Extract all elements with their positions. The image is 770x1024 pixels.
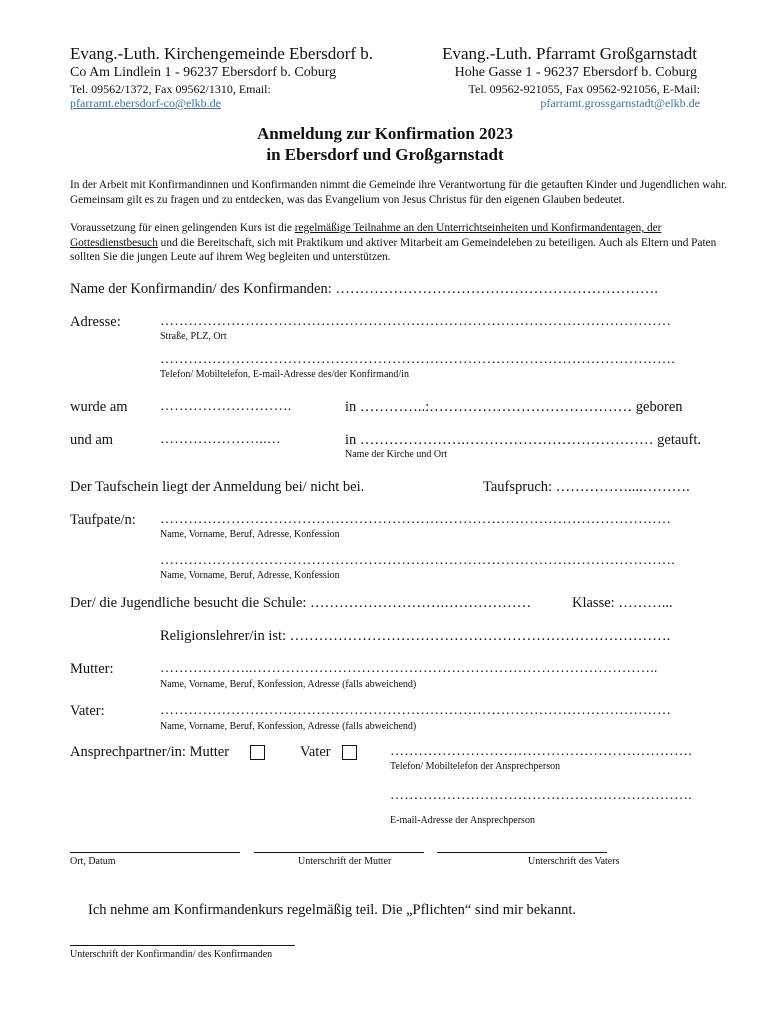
intro-p2-start: Voraussetzung für einen gelingenden Kurs ist die	[70, 222, 295, 234]
header-left-phone: Tel. 09562/1372, Fax 09562/1310, Email:	[70, 82, 271, 96]
godparent-caption-1: Name, Vorname, Beruf, Adresse, Konfession	[160, 529, 340, 540]
intro-p2-end: und die Bereitschaft, sich mit Praktikum und aktiver Mitarbeit am Gemeindeleben zu beteiligen. Auch als Eltern und Paten sollten Sie die jungen Leute auf ihrem Weg begleiten und unterstützen.	[70, 236, 717, 263]
intro-p2-underlined: regelmäßige Teilnahme an den Unterrichtseinheiten und Konfirmandentagen, der Gottesdienstbesuch	[70, 222, 662, 249]
header-right-name: Evang.-Luth. Pfarramt Großgarnstadt	[442, 44, 697, 63]
father-label: Vater:	[70, 703, 105, 719]
baptism-motto-field[interactable]: Taufspruch: ……………....……….	[483, 479, 690, 495]
header-right-phone: Tel. 09562-921055, Fax 09562-921056, E-Mail:	[468, 82, 700, 96]
place-date-caption: Ort, Datum	[70, 856, 116, 867]
form-title-line2: in Ebersdorf und Großgarnstadt	[266, 145, 504, 164]
phone-email-field[interactable]: ……………………………………………………………………………………………….	[160, 352, 675, 367]
pledge-text: Ich nehme am Konfirmandenkurs regelmäßig teil. Die „Pflichten“ sind mir bekannt.	[88, 902, 577, 918]
contact-phone-caption: Telefon/ Mobiltelefon der Ansprechperson	[390, 761, 561, 772]
school-field[interactable]: Der/ die Jugendliche besucht die Schule: ……………………….………………	[70, 595, 532, 611]
contact-person-label: Ansprechpartner/in: Mutter	[70, 744, 230, 760]
address-label: Adresse:	[70, 314, 121, 330]
born-date-field[interactable]: ……………………….	[160, 399, 292, 414]
father-caption: Name, Vorname, Beruf, Konfession, Adresse (falls abweichend)	[160, 721, 417, 732]
godparent-field-1[interactable]: ………………………………………………………………………………………………	[160, 512, 672, 527]
born-label: wurde am	[70, 399, 128, 415]
baptized-label: und am	[70, 432, 114, 448]
religion-teacher-field[interactable]: Religionslehrer/in ist: …………………………………………………………………….	[160, 628, 671, 644]
address-caption: Straße, PLZ, Ort	[160, 331, 227, 342]
baptized-caption: Name der Kirche und Ort	[345, 449, 448, 460]
contact-father-checkbox[interactable]	[342, 745, 357, 760]
contact-mother-checkbox[interactable]	[250, 745, 265, 760]
father-signature-caption: Unterschrift des Vaters	[528, 856, 620, 867]
mother-signature-caption: Unterschrift der Mutter	[298, 856, 392, 867]
mother-signature-line[interactable]	[254, 852, 424, 853]
header-left-address: Co Am Lindlein 1 - 96237 Ebersdorf b. Coburg	[70, 65, 337, 80]
student-name-field[interactable]: Name der Konfirmandin/ des Konfirmanden: ………………………………………………………….	[70, 281, 658, 297]
mother-field[interactable]: ………………..…………………………………………………………………………..	[160, 661, 658, 676]
contact-phone-field[interactable]: ……………………………………………………….	[390, 744, 692, 759]
phone-email-caption: Telefon/ Mobiltelefon, E-mail-Adresse des/der Konfirmand/in	[160, 369, 409, 380]
student-signature-line[interactable]	[70, 945, 295, 946]
header-left-name: Evang.-Luth. Kirchengemeinde Ebersdorf b.	[70, 44, 374, 63]
header-right-email-link[interactable]: pfarramt.grossgarnstadt@elkb.de	[540, 96, 700, 110]
contact-email-caption: E-mail-Adresse der Ansprechperson	[390, 815, 535, 826]
baptism-certificate-text: Der Taufschein liegt der Anmeldung bei/ nicht bei.	[70, 479, 365, 495]
student-signature-caption: Unterschrift der Konfirmandin/ des Konfirmanden	[70, 949, 273, 960]
father-signature-line[interactable]	[437, 852, 607, 853]
mother-caption: Name, Vorname, Beruf, Konfession, Adresse (falls abweichend)	[160, 679, 417, 690]
address-field[interactable]: ………………………………………………………………………………………………	[160, 314, 672, 329]
father-field[interactable]: ………………………………………………………………………………………………	[160, 703, 672, 718]
place-date-line[interactable]	[70, 852, 240, 853]
form-title-line1: Anmeldung zur Konfirmation 2023	[256, 124, 514, 143]
born-place-field[interactable]: in …………..:…………………………………… geboren	[345, 399, 683, 415]
mother-label: Mutter:	[70, 661, 114, 677]
intro-paragraph-1: In der Arbeit mit Konfirmandinnen und Konfirmanden nimmt die Gemeinde ihre Verantwortung für die getauften Kinder und Jugendlichen wahr. Gemeinsam gilt es zu fragen und zu entdecken, was das Evangelium von Jesus Christus für den eigenen Glauben bedeutet.	[70, 179, 728, 206]
baptized-date-field[interactable]: …………………..…	[160, 432, 281, 447]
godparent-label: Taufpate/n:	[70, 512, 136, 528]
godparent-field-2[interactable]: ……………………………………………………………………………………………….	[160, 553, 675, 568]
header-right-address: Hohe Gasse 1 - 96237 Ebersdorf b. Coburg	[454, 65, 697, 80]
contact-father-label: Vater	[300, 744, 331, 760]
godparent-caption-2: Name, Vorname, Beruf, Adresse, Konfession	[160, 570, 340, 581]
intro-paragraph-2	[70, 221, 740, 265]
baptized-place-field[interactable]: in ………………….………………………………… getauft.	[345, 432, 702, 448]
header-left-email-link[interactable]: pfarramt.ebersdorf-co@elkb.de	[70, 96, 221, 110]
contact-email-field[interactable]: ……………………………………………………….	[390, 788, 692, 803]
class-field[interactable]: Klasse: ………...	[572, 595, 673, 611]
